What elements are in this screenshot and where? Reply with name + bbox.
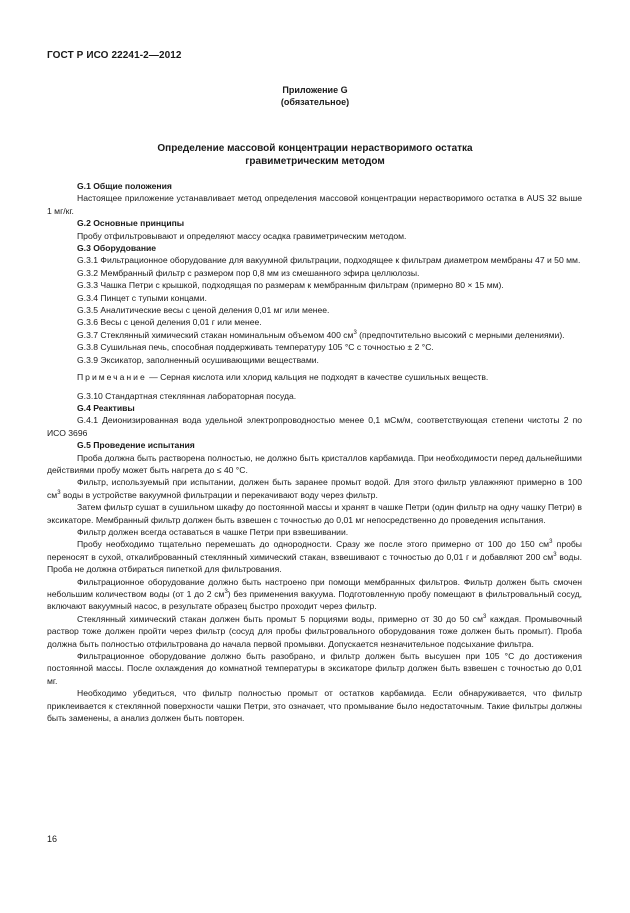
text-run: воды. Проба не должна отбираться пипеткой для фильтрования. [47, 551, 583, 575]
clause-g3-10: G.3.10 Стандартная стеклянная лабораторная посуда. [77, 390, 297, 401]
paragraph: Пробу отфильтровывают и определяют массу осадка гравиметрическим методом. [77, 230, 407, 241]
superscript: 3 [353, 330, 357, 337]
paragraph: Фильтрационное оборудование должно быть разобрано, и фильтр должен быть высушен при 105 °С до достижения постоянной массы. После охлаждения до комнатной температуры в эксикаторе фильтр должен быть взвешен с точностью до 0,01 мг. [47, 651, 582, 686]
section-heading-g2: G.2 Основные принципы [77, 218, 185, 229]
clause-g3-4: G.3.4 Пинцет с тупыми концами. [77, 292, 207, 303]
text-run: пробы переносят в сухой, откалиброванный стеклянный химический стакан, взвешивают с точностью до 0,01 г и добавляют 200 см [47, 539, 582, 562]
note-label: Примечание [77, 372, 147, 383]
document-header: ГОСТ Р ИСО 22241-2—2012 [47, 50, 182, 61]
paragraph: Необходимо убедиться, что фильтр полностью промыт от остатков карбамида. Если обнаруживается, что фильтр приклеивается к стеклянной поверхности чашки Петри, это означает, что промывание было недостаточным. Такие фильтры должны быть заменены, а анализ должен быть повторен. [47, 688, 582, 724]
clause-g3-7 [47, 329, 582, 341]
paragraph: Проба должна быть растворена полностью, не должно быть кристаллов карбамида. При необходимости перед дальнейшими действиями пробу может быть нагрета до ≤ 40 °С. [47, 452, 582, 475]
paragraph [47, 538, 582, 575]
clause-g3-5: G.3.5 Аналитические весы с ценой деления 0,01 мг или менее. [77, 305, 330, 316]
superscript: 3 [57, 489, 61, 496]
text-run: Пробу необходимо тщательно перемешать до однородности. Сразу же после этого примерно от 100 до 150 см [77, 539, 550, 550]
text-run: G.3.7 Стеклянный химический стакан номинальным объемом 400 см [77, 329, 354, 340]
annex-title-line-2: гравиметрическим методом [245, 156, 385, 167]
section-heading-g1: G.1 Общие положения [77, 181, 172, 191]
annex-heading [0, 84, 630, 108]
paragraph [47, 613, 582, 650]
superscript: 3 [553, 551, 557, 558]
clause-g3-1: G.3.1 Фильтрационное оборудование для вакуумной фильтрации, подходящее к фильтрам диаметром мембраны 47 и 50 мм. [77, 255, 581, 266]
section-heading-g3: G.3 Оборудование [77, 243, 157, 254]
annex-label: Приложение G [282, 85, 348, 95]
paragraph: Затем фильтр сушат в сушильном шкафу до постоянной массы и хранят в чашке Петри (один фильтр на одну чашку Петри) в эксикаторе. Мембранный фильтр должен быть взвешен с точностью до 0,01 мг непосредственно до проведения испытания. [47, 502, 582, 525]
note [47, 371, 582, 383]
page-number: 16 [47, 834, 58, 844]
clause-g3-6: G.3.6 Весы с ценой деления 0,01 г или менее. [77, 317, 262, 328]
clause-g3-9: G.3.9 Эксикатор, заполненный осушивающими веществами. [77, 354, 319, 365]
paragraph [47, 476, 582, 501]
superscript: 3 [224, 589, 228, 596]
clause-g3-2: G.3.2 Мембранный фильтр с размером пор 0,8 мм из смешанного эфира целлюлозы. [77, 267, 420, 278]
note-text: — Серная кислота или хлорид кальция не подходят в качестве сушильных веществ. [146, 372, 489, 383]
text-run: ) без применения вакуума. Подготовленную пробу помещают в фильтровальный сосуд, включают вакуумный насос, в результате образец быстро проходит через фильтр. [47, 589, 582, 612]
superscript: 3 [483, 613, 487, 620]
text-run: каждая. Промывочный раствор тоже должен пройти через фильтр (сосуд для пробы фильтровального оборудования тоже должен быть промыт). Проба должна быть полностью отфильтрована до начала первой промывки. Допускается незначительное подсыхание фильтра. [47, 613, 582, 649]
text-run: воды в устройстве вакуумной фильтрации и перекачивают воду через фильтр. [60, 489, 378, 500]
section-heading-g4: G.4 Реактивы [77, 402, 135, 413]
clause-g3-8: G.3.8 Сушильная печь, способная поддерживать температуру 105 °С с точностью ± 2 °С. [77, 342, 434, 353]
annex-status: (обязательное) [280, 97, 350, 107]
section-heading-g5: G.5 Проведение испытания [77, 440, 195, 451]
annex-title-line-1: Определение массовой концентрации нерастворимого остатка [157, 143, 473, 154]
paragraph [47, 576, 582, 613]
clause-g3-3: G.3.3 Чашка Петри с крышкой, подходящая по размерам к мембранным фильтрам (примерно 80 × 15 мм). [77, 280, 504, 291]
text-run: Фильтр, используемый при испытании, должен быть заранее промыт водой. Для этого фильтр увлажняют примерно в 100 см [47, 477, 582, 500]
text-run: Фильтрационное оборудование должно быть настроено при помощи мембранных фильтров. Фильтр должен быть смочен небольшим количеством воды (от 1 до 2 см [47, 576, 582, 599]
paragraph: Фильтр должен всегда оставаться в чашке Петри при взвешивании. [77, 526, 349, 537]
document-body [47, 180, 582, 724]
text-run: Стеклянный химический стакан должен быть промыт 5 порциями воды, примерно от 30 до 50 см [77, 613, 483, 624]
annex-title [0, 142, 630, 168]
superscript: 3 [549, 539, 553, 546]
paragraph: Настоящее приложение устанавливает метод определения массовой концентрации нерастворимого остатка в AUS 32 выше 1 мг/кг. [47, 193, 582, 216]
text-run: (предпочтительно высокий с мерными делениями). [356, 329, 565, 340]
clause-g4-1: G.4.1 Деионизированная вода удельной электропроводностью менее 0,1 мСм/м, соответствующая степени чистоты 2 по ИСО 3696 [47, 415, 582, 438]
